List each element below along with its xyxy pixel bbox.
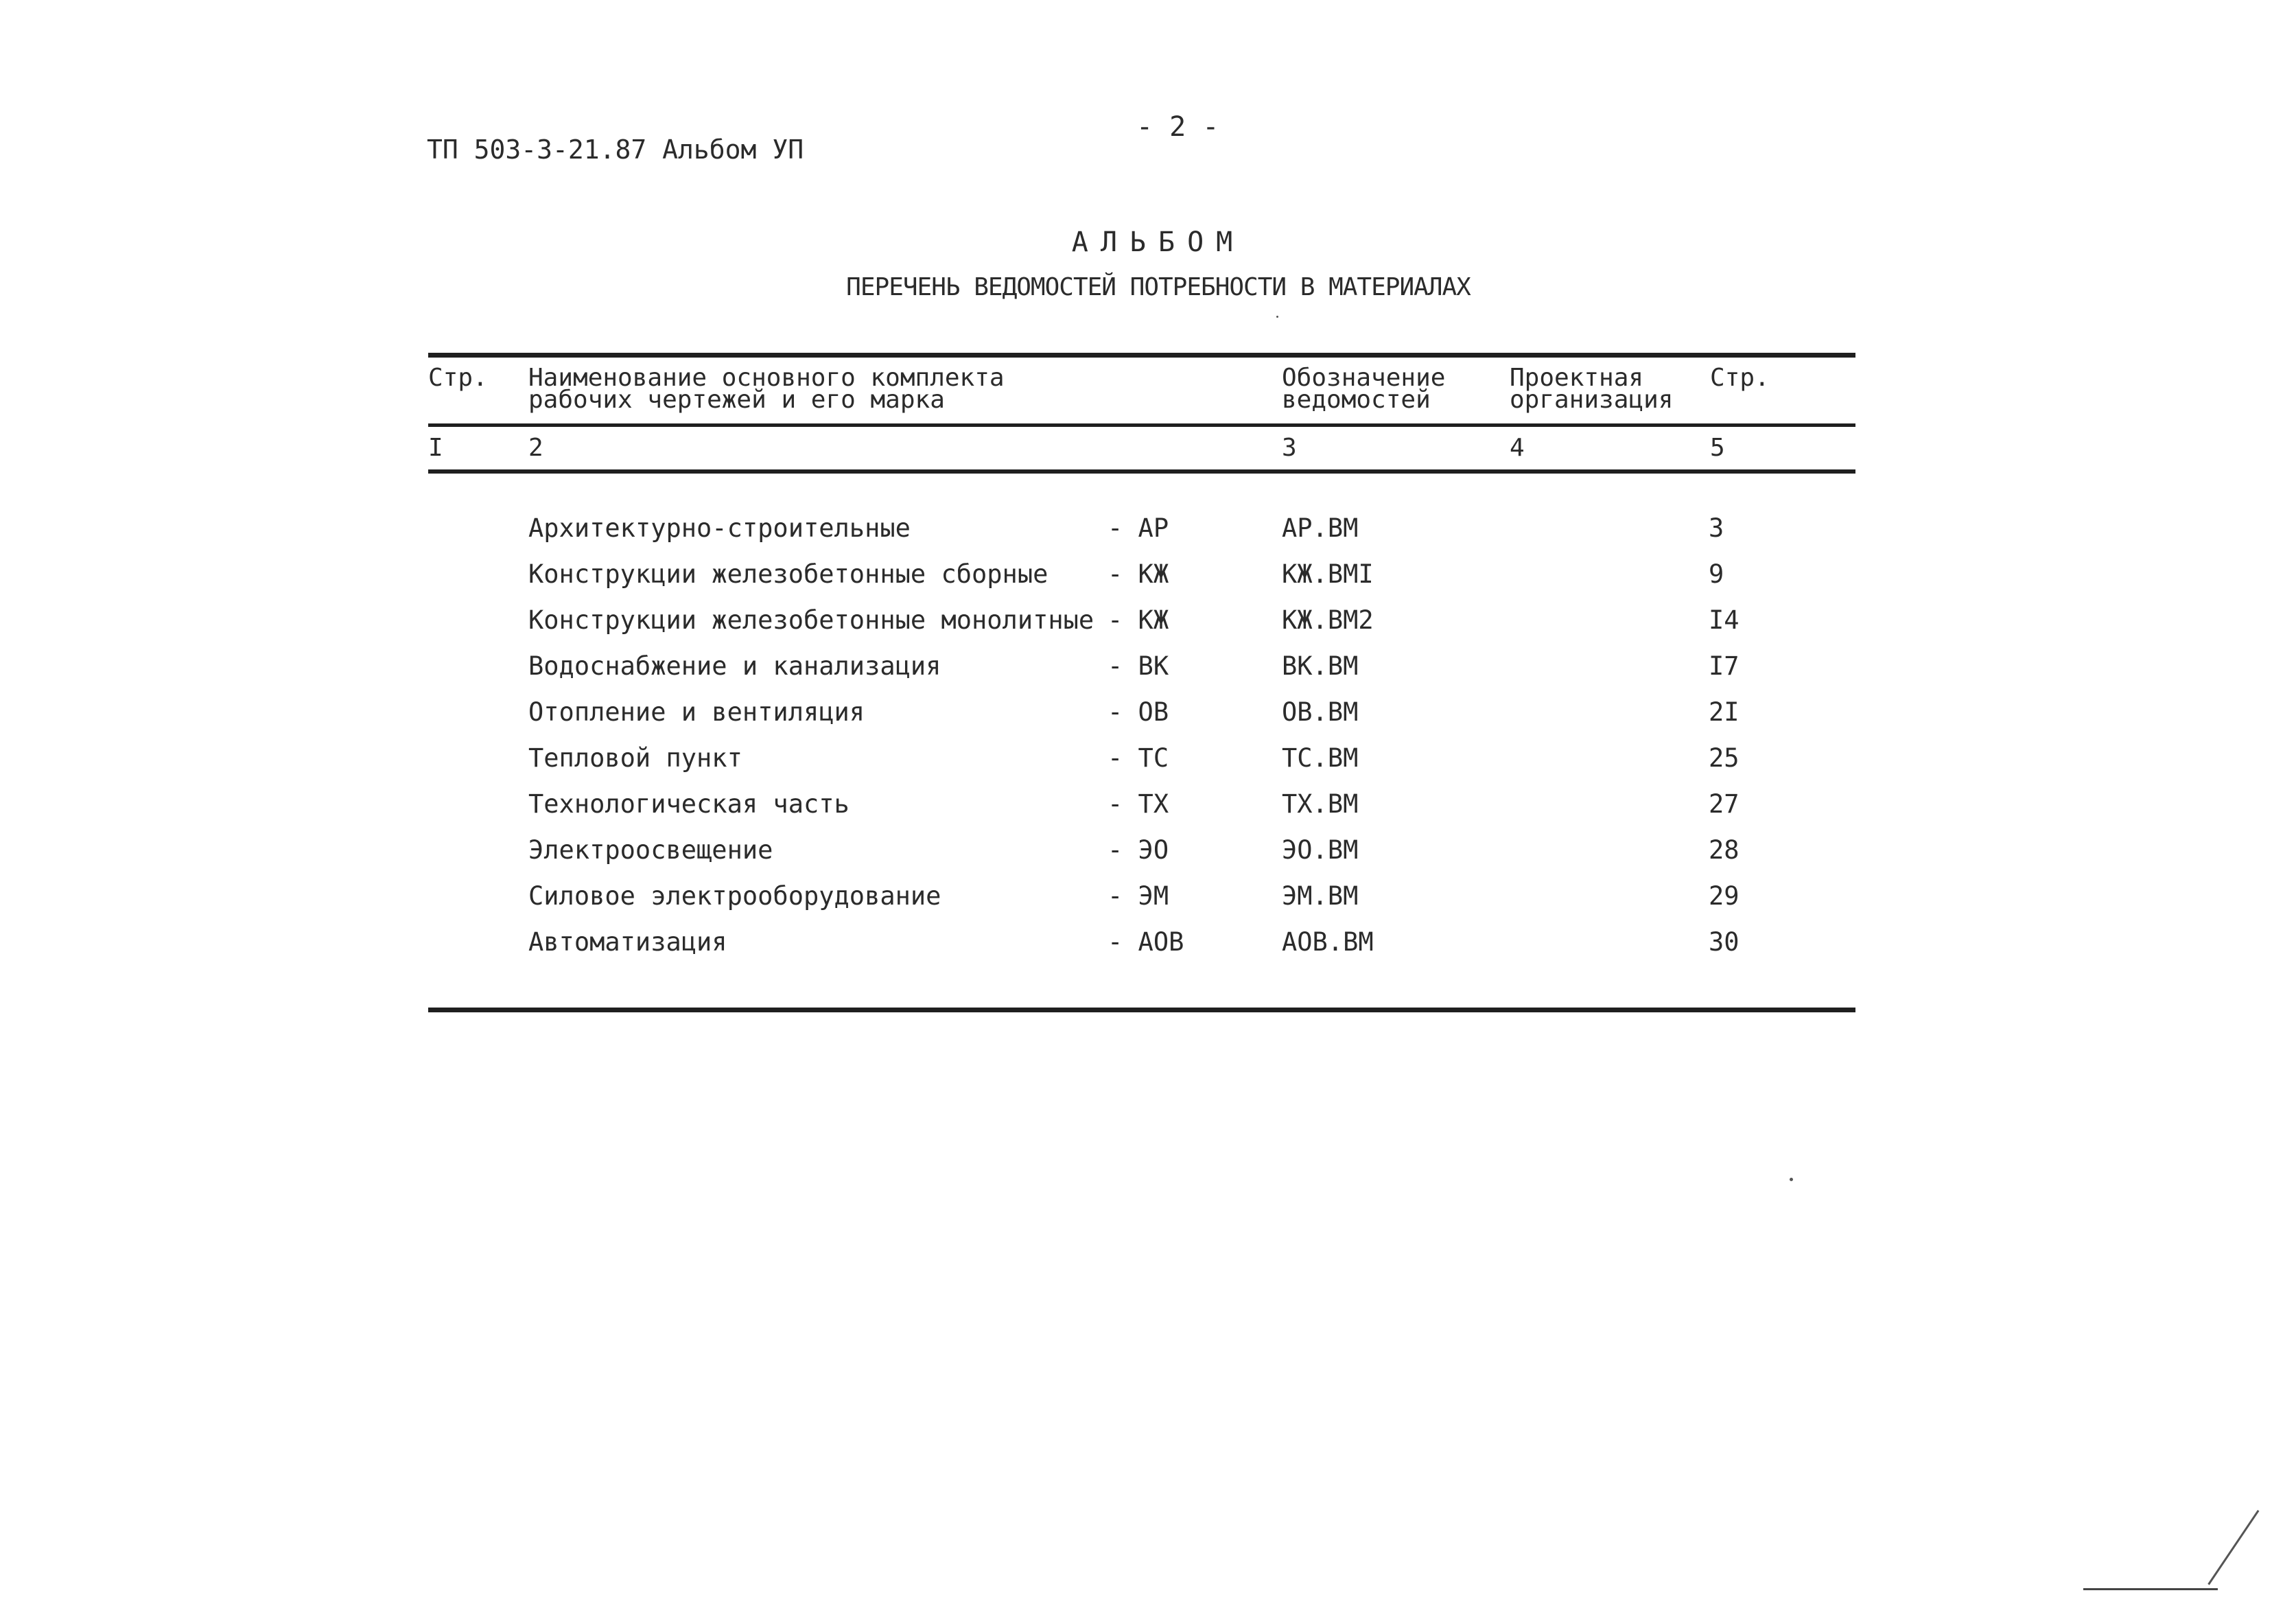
row-code: ЭМ.ВМ bbox=[1282, 881, 1359, 911]
row-page: I4 bbox=[1709, 605, 1739, 635]
row-name: Конструкции железобетонные монолитные bbox=[528, 605, 1094, 635]
row-mark: - ТС bbox=[1108, 743, 1169, 773]
row-mark: - КЖ bbox=[1108, 559, 1169, 589]
row-mark: - ТХ bbox=[1108, 789, 1169, 819]
row-page: 25 bbox=[1709, 743, 1739, 773]
table-row bbox=[0, 881, 2296, 922]
table-row bbox=[0, 605, 2296, 647]
header-page2-col: Стр. bbox=[1710, 364, 1770, 392]
row-name: Водоснабжение и канализация bbox=[528, 651, 941, 681]
table-row bbox=[0, 559, 2296, 601]
header-code-col-line2: ведомостей bbox=[1282, 386, 1431, 414]
scan-speck bbox=[1790, 1178, 1793, 1181]
row-page: 27 bbox=[1709, 789, 1739, 819]
row-name: Электроосвещение bbox=[528, 835, 773, 865]
row-page: I7 bbox=[1709, 651, 1739, 681]
column-number-5: 5 bbox=[1710, 434, 1725, 462]
row-code: АР.ВМ bbox=[1282, 513, 1359, 543]
header-page-col: Стр. bbox=[428, 364, 488, 392]
corner-mark-slash bbox=[2207, 1510, 2259, 1585]
row-code: КЖ.ВМI bbox=[1282, 559, 1374, 589]
table-row bbox=[0, 835, 2296, 876]
list-title: ПЕРЕЧЕНЬ ВЕДОМОСТЕЙ ПОТРЕБНОСТИ В МАТЕРИАЛАХ bbox=[846, 273, 1471, 301]
header-org-col-line1: Проектная bbox=[1510, 364, 1644, 392]
row-page: 3 bbox=[1709, 513, 1724, 543]
row-mark: - АР bbox=[1108, 513, 1169, 543]
header-divider-rule bbox=[428, 423, 1855, 427]
row-mark: - ВК bbox=[1108, 651, 1169, 681]
scan-speck bbox=[1276, 316, 1278, 318]
row-page: 29 bbox=[1709, 881, 1739, 911]
row-mark: - ОВ bbox=[1108, 697, 1169, 727]
row-mark: - АОВ bbox=[1108, 927, 1184, 957]
column-number-2: 2 bbox=[528, 434, 543, 462]
table-row bbox=[0, 697, 2296, 738]
row-name: Отопление и вентиляция bbox=[528, 697, 865, 727]
header-org-col-line2: организация bbox=[1510, 386, 1674, 414]
row-page: 30 bbox=[1709, 927, 1739, 957]
column-number-3: 3 bbox=[1282, 434, 1297, 462]
row-name: Силовое электрооборудование bbox=[528, 881, 941, 911]
row-page: 2I bbox=[1709, 697, 1739, 727]
header-name-col-line1: Наименование основного комплекта bbox=[528, 364, 1005, 392]
column-number-1: I bbox=[428, 434, 443, 462]
album-heading: АЛЬБОМ bbox=[1071, 226, 1245, 258]
corner-mark-line bbox=[2083, 1588, 2218, 1590]
table-top-rule bbox=[428, 353, 1855, 358]
row-name: Автоматизация bbox=[528, 927, 727, 957]
row-code: ОВ.ВМ bbox=[1282, 697, 1359, 727]
table-bottom-rule bbox=[428, 1008, 1855, 1012]
row-page: 28 bbox=[1709, 835, 1739, 865]
row-name: Архитектурно-строительные bbox=[528, 513, 911, 543]
page-number: - 2 - bbox=[1136, 111, 1219, 143]
table-row bbox=[0, 513, 2296, 555]
table-row bbox=[0, 651, 2296, 693]
row-name: Конструкции железобетонные сборные bbox=[528, 559, 1049, 589]
row-code: КЖ.ВМ2 bbox=[1282, 605, 1374, 635]
document-code: ТП 503-3-21.87 Альбом УП bbox=[427, 135, 804, 165]
table-row bbox=[0, 789, 2296, 830]
header-code-col-line1: Обозначение bbox=[1282, 364, 1446, 392]
row-page: 9 bbox=[1709, 559, 1724, 589]
row-name: Технологическая часть bbox=[528, 789, 850, 819]
row-code: АОВ.ВМ bbox=[1282, 927, 1374, 957]
header-name-col-line2: рабочих чертежей и его марка bbox=[528, 386, 945, 414]
row-code: ТХ.ВМ bbox=[1282, 789, 1359, 819]
row-code: ТС.ВМ bbox=[1282, 743, 1359, 773]
table-row bbox=[0, 743, 2296, 784]
row-mark: - ЭО bbox=[1108, 835, 1169, 865]
column-number-4: 4 bbox=[1510, 434, 1525, 462]
row-name: Тепловой пункт bbox=[528, 743, 742, 773]
row-mark: - ЭМ bbox=[1108, 881, 1169, 911]
row-code: ЭО.ВМ bbox=[1282, 835, 1359, 865]
row-code: ВК.ВМ bbox=[1282, 651, 1359, 681]
column-numbers-rule bbox=[428, 469, 1855, 474]
row-mark: - КЖ bbox=[1108, 605, 1169, 635]
table-row bbox=[0, 927, 2296, 968]
